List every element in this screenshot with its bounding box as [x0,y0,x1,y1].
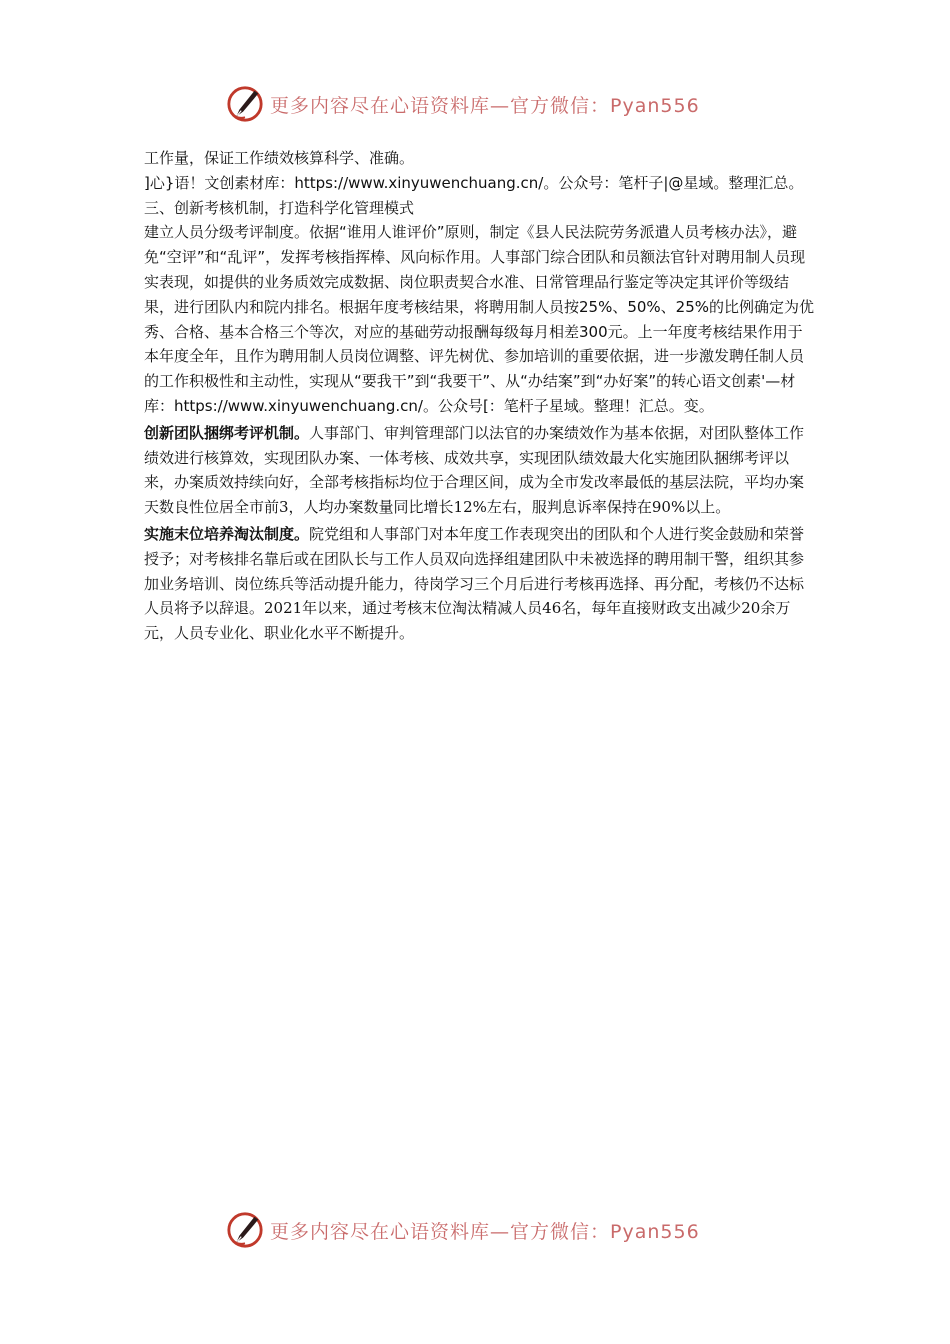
banner-text: 更多内容尽在心语资料库—官方微信：Pyan556 [270,94,700,117]
paragraph-4 [144,421,816,520]
wechat-id: Pyan556 [610,1220,700,1243]
footer-banner [226,1210,746,1250]
paragraph-3: 建立人员分级考评制度。依据“谁用人谁评价”原则，制定《县人民法院劳务派遣人员考核办法》，避免“空评”和“乱评”，发挥考核指挥棒、风向标作用。人事部门综合团队和员额法官针对聘用制人员现实表现，如提供的业务质效完成数据、岗位职责契合水准、日常管理品行鉴定等决定其评价等级结果，进行团队内和院内排名。根据年度考核结果，将聘用制人员按25%、50%、25%的比例确定为优秀、合格、基本合格三个等次，对应的基础劳动报酬每级每月相差300元。上一年度考核结果作用于本年度全年，且作为聘用制人员岗位调整、评先树优、参加培训的重要依据，进一步激发聘任制人员的工作积极性和主动性，实现从“要我干”到“我要干”、从“办结案”到“办好案”的转心语文创素'—材库：https://www.xinyuwenchuang.cn/。公众号[：笔杆子星域。整理！汇总。变。 [144,223,815,415]
wechat-id: Pyan556 [610,94,700,117]
paragraph-4-body: 人事部门、审判管理部门以法官的办案绩效作为基本依据，对团队整体工作绩效进行核算效，实现团队办案、一体考核、成效共享，实现团队绩效最大化实施团队捆绑考评以来，办案质效持续向好，全部考核指标均位于合理区间，成为全市发改率最低的基层法院，平均办案天数良性位居全市前3，人均办案数量同比增长12%左右，服判息诉率保持在90%以上。 [144,423,805,517]
paragraph-5-body: 院党组和人事部门对本年度工作表现突出的团队和个人进行奖金鼓励和荣誉授予；对考核排名靠后或在团队长与工作人员双向选择组建团队中未被选择的聘用制干警，组织其参加业务培训、岗位练兵等活动提升能力，待岗学习三个月后进行考核再选择、再分配，考核仍不达标人员将予以辞退。2021年以来，通过考核末位淘汰精减人员46名，每年直接财政支出减少20余万元，人员专业化、职业化水平不断提升。 [144,524,805,643]
document-body [144,146,816,646]
quill-pen-logo-icon [226,85,264,123]
banner-text: 更多内容尽在心语资料库—官方微信：Pyan556 [270,1220,700,1243]
paragraph-2: ]心}语！文创素材库：https://www.xinyuwenchuang.cn/。公众号：笔杆子|@星域。整理汇总。三、创新考核机制，打造科学化管理模式 [144,173,804,217]
paragraph-5-title: 实施末位培养淘汰制度。 [144,524,310,543]
paragraph-5 [144,522,816,646]
paragraph-1: 工作量，保证工作绩效核算科学、准确。 [144,149,415,167]
paragraph-4-title: 创新团队捆绑考评机制。 [144,423,310,442]
quill-pen-logo-icon [226,1211,264,1249]
header-banner [226,84,746,124]
